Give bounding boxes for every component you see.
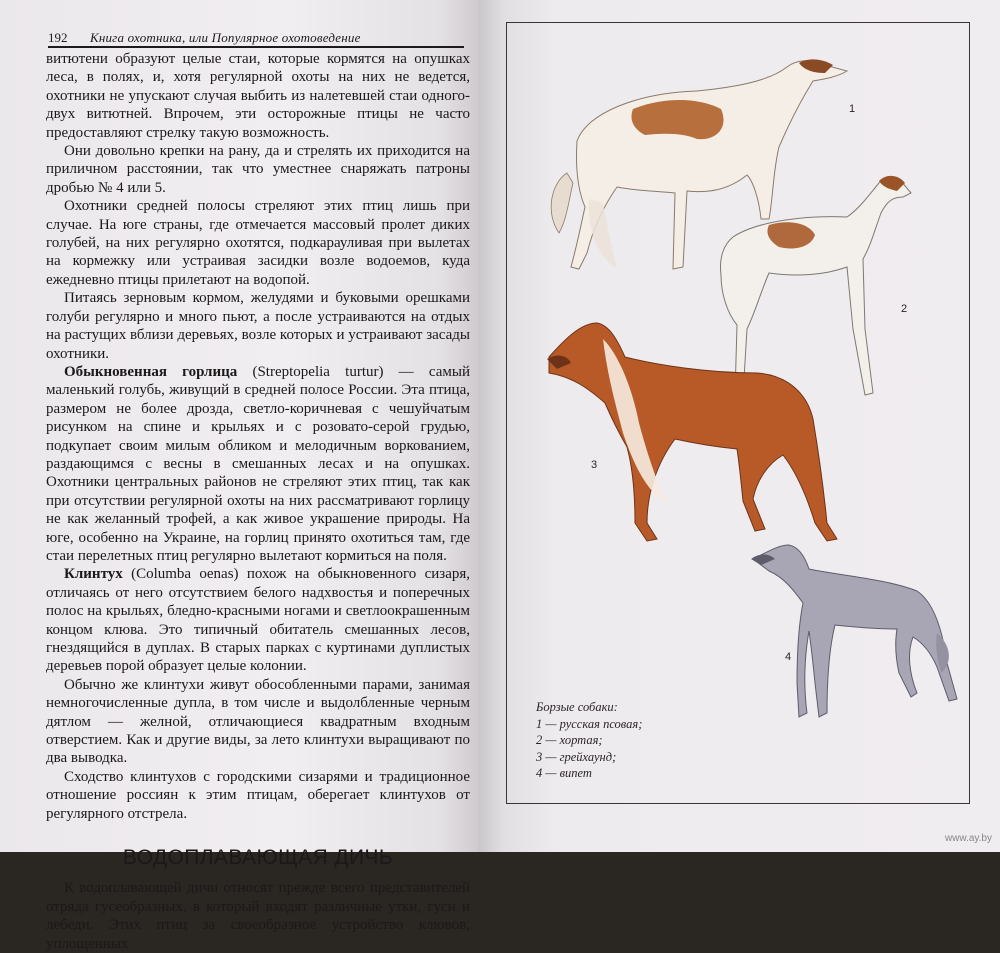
figure-number-4: 4 <box>785 651 792 663</box>
paragraph: К водоплавающей дичи относят прежде всего представителей отряда гусеобразных, в который входят различные утки, гуси и лебеди. Этих птиц за своеобразное устройство клювов, уплощенных <box>46 880 470 952</box>
paragraph <box>46 363 470 565</box>
paragraph: Сходство клинтухов с городскими сизарями и традиционное отношение россиян к этим птицам, оберегает клинтухов от регулярного отстрела. <box>46 768 470 822</box>
paragraph-text: (Columba oenas) похож на обыкновенного сизаря, отличаясь от него отсутствием белого надхвостья и поперечных полос на крыльях, бледно-красными ногами и светлоокрашенным концом клюва. Это типичный обитатель смешанных лесов, гнездящийся в дуплах. В старых парках с куртинами дуплистых деревьев порой образует целые колонии. <box>46 566 470 675</box>
figure-number-3: 3 <box>591 459 598 471</box>
paragraph: Обычно же клинтухи живут обособленными парами, занимая немногочисленные дупла, в том числе и выдолбленные черным дятлом — желной, отличающиеся квадратным входным отверстием. Как и другие виды, за лето клинтухи выращивают по два выводка. <box>46 676 470 767</box>
figure-number-1: 1 <box>849 103 856 115</box>
running-head <box>48 28 464 48</box>
figure-caption <box>536 699 836 782</box>
paragraph: витютени образуют целые стаи, которые кормятся на опушках леса, в полях, и, хотя регулярной охоты на них не ведется, охотники не упускают случая выбить из налетевшей стаи одного-двух витютней. Впрочем, эти осторожные птицы не часто предоставляют стрелку такую возможность. <box>46 51 470 141</box>
caption-item: 3 — грейхаунд; <box>536 749 617 764</box>
watermark: www.ay.by <box>944 833 992 844</box>
illustration-plate <box>506 22 970 804</box>
greyhound-illustration <box>547 323 837 541</box>
paragraph <box>46 565 470 675</box>
paragraph: Они довольно крепки на рану, да и стрелять их приходится на приличном расстоянии, так что уместнее снаряжать патроны дробью № 4 или 5. <box>46 143 470 196</box>
body-text <box>46 50 470 953</box>
running-title: Книга охотника, или Популярное охотоведение <box>90 30 361 45</box>
caption-title: Борзые собаки: <box>536 700 618 714</box>
dogs-illustration <box>507 23 969 803</box>
paragraph-text: (Streptopelia turtur) — самый маленький голубь, живущий в средней полосе России. Эта птица, размером не более дрозда, светло-коричневая с чешуйчатым рисунком на спине и крыльях и с розовато-серой грудью, подкупает своим милым обликом и мелодичным воркованием, раздающимся с весны в смешанных лесах и на опушках. Охотники центральных районов не стреляют этих птиц, так как при отсутствии регулярной охоты на них рассматривают горлицу не как желанный трофей, а как живое украшение природы. На юге, особенно на Украине, на горлиц принято охотиться там, где стаи перелетных птиц регулярно вылетают кормиться на поля. <box>46 363 470 564</box>
section-heading: ВОДОПЛАВАЮЩАЯ ДИЧЬ <box>122 846 394 870</box>
page-number: 192 <box>48 30 68 45</box>
caption-item: 1 — русская псовая; <box>536 716 643 731</box>
hortaya-illustration <box>721 176 912 395</box>
figure-number-2: 2 <box>901 303 908 315</box>
paragraph: Охотники средней полосы стреляют этих птиц лишь при случае. На юге страны, где отмечается массовый пролет диких голубей, на них регулярно охотятся, подкарауливая при вылетах на кормежку или устраивая засидки возле водоемов, куда ежедневно птицы прилетают на водопой. <box>46 198 470 288</box>
term-stock-dove: Клинтух <box>64 566 123 583</box>
whippet-illustration <box>751 545 957 717</box>
left-page <box>0 0 478 952</box>
term-turtle-dove: Обыкновенная горлица <box>64 363 238 380</box>
paragraph: Питаясь зерновым кормом, желудями и буковыми орешками голуби регулярно и много пьют, а после устраиваются на отдых на растущих вблизи деревьях, возле которых и устраивают засады охотники. <box>46 290 470 362</box>
caption-item: 2 — хортая; <box>536 733 603 747</box>
right-page <box>478 0 1000 852</box>
caption-item: 4 — випет <box>536 766 592 780</box>
